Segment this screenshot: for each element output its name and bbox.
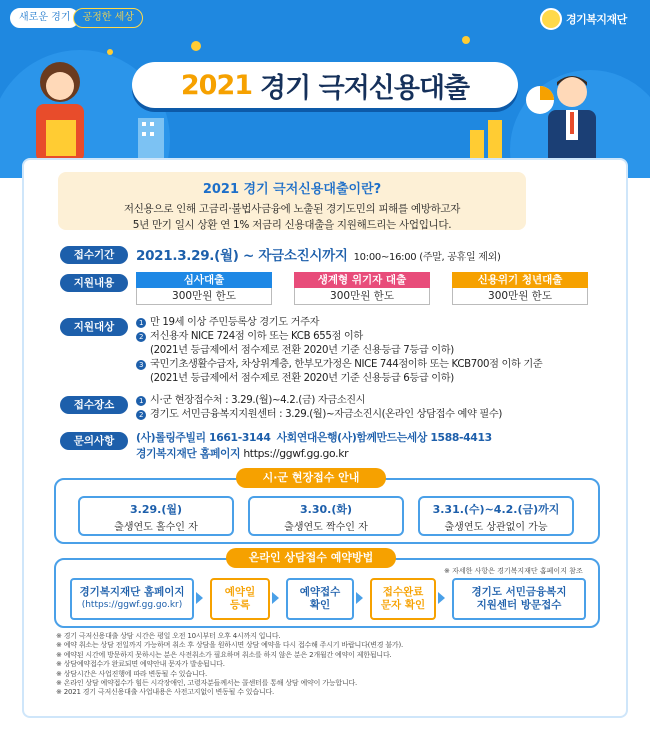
target-item-2-sub: (2021년 등급제에서 점수제로 전환 2020년 기준 신용등급 7등급 이하) (150, 345, 454, 356)
support-item-3-amount: 300만원 한도 (452, 288, 588, 305)
online-step-4: 접수완료 문자 확인 (370, 578, 436, 620)
note-item: ※ 예약된 시간에 방문하지 못하시는 분은 사전취소가 필요하며 취소를 하지 않은 분은 2개월간 예약이 제한됩니다. (56, 650, 392, 659)
page-title: 경기 극저신용대출 (260, 72, 470, 104)
org-logo (540, 8, 627, 30)
support-item-2 (294, 272, 430, 306)
note-item: ※ 경기 극저신용대출 상담 시간은 평일 오전 10시부터 오후 4시까지 입니다. (56, 632, 281, 640)
slogan-left: 새로운 경기 (10, 8, 79, 28)
contact-1: (사)롤링주빌리 1661-3144 (136, 431, 271, 444)
online-step-1: 경기복지재단 홈페이지 (https://ggwf.gg.go.kr) (70, 578, 194, 620)
contact-2: 사회연대은행(사)함께만드는세상 1588-4413 (276, 431, 492, 444)
target-item-2: 2 저신용자 NICE 724점 이하 또는 KCB 655점 이하 (136, 330, 542, 344)
target-list (136, 316, 542, 386)
notes-list (56, 632, 616, 698)
intro-line-1: 저신용으로 인해 고금리·불법사금융에 노출된 경기도민의 피해를 예방하고자 (123, 203, 461, 215)
support-item-2-title: 생계형 위기자 대출 (294, 272, 430, 288)
slogan-right: 공정한 세상 (73, 8, 142, 28)
support-item-1-amount: 300만원 한도 (136, 288, 272, 305)
support-item-1 (136, 272, 272, 306)
arrow-icon (438, 592, 445, 604)
period-hours: 10:00~16:00 (주말, 공휴일 제외) (353, 252, 501, 263)
org-logo-icon (540, 8, 562, 30)
arrow-icon (356, 592, 363, 604)
homepage-url-link[interactable]: https://ggwf.gg.go.kr (243, 447, 349, 460)
note-item: ※ 2021 경기 극저신용대출 사업내용은 사전고지없이 변동될 수 있습니다. (56, 688, 275, 697)
period-label: 접수기간 (60, 246, 128, 264)
contact-info (136, 430, 492, 462)
support-item-3 (452, 272, 588, 306)
online-step-5: 경기도 서민금융복지 지원센터 방문접수 (452, 578, 586, 620)
org-logo-text: 경기복지재단 (566, 13, 627, 26)
online-step-2: 예약일 등록 (210, 578, 270, 620)
note-item: ※ 예약 취소는 상담 전일까지 가능하며 취소 후 상담을 원하시면 상담 예약을 다시 접수해 주시기 바랍니다(변경 불가). (56, 641, 404, 650)
arrow-icon (196, 592, 203, 604)
title-year: 2021 (180, 69, 253, 101)
online-header: 온라인 상담접수 예약방법 (226, 548, 396, 568)
note-item: ※ 온라인 상담 예약접수가 힘든 시각장애인, 고령자분들께서는 콜센터를 통해 상담 예약이 가능합니다. (56, 679, 358, 688)
contact-label: 문의사항 (60, 432, 128, 450)
onsite-header: 시·군 현장접수 안내 (236, 468, 386, 488)
period-row (136, 244, 501, 264)
target-item-1: 1 만 19세 이상 주민등록상 경기도 거주자 (136, 316, 542, 330)
arrow-icon (272, 592, 279, 604)
place-item-1: 1 시·군 현장접수처 : 3.29.(월)~4.2.(금) 자금소진시 (136, 394, 502, 408)
onsite-day-1: 3.29.(월) 출생연도 홀수인 자 (78, 496, 234, 536)
onsite-day-2: 3.30.(화) 출생연도 짝수인 자 (248, 496, 404, 536)
homepage-label: 경기복지재단 홈페이지 (136, 447, 241, 460)
support-label: 지원내용 (60, 274, 128, 292)
target-item-3-sub: (2021년 등급제에서 점수제로 전환 2020년 기준 신용등급 6등급 이하) (150, 373, 454, 384)
intro-box (58, 172, 526, 230)
hero-banner (0, 0, 650, 178)
online-side-note: ※ 자세한 사항은 경기복지재단 홈페이지 참조 (444, 567, 583, 575)
place-label: 접수장소 (60, 396, 128, 414)
target-item-3: 3 국민기초생활수급자, 차상위계층, 한부모가정은 NICE 744점이하 또는 KCB700점 이하 기준 (136, 358, 542, 372)
intro-line-2: 5년 만기 일시 상환 연 1% 저금리 신용대출을 지원해드리는 사업입니다. (132, 219, 452, 231)
support-item-1-title: 심사대출 (136, 272, 272, 288)
title-banner (132, 62, 518, 108)
slogan (10, 8, 143, 28)
target-label: 지원대상 (60, 318, 128, 336)
online-step-3: 예약접수 확인 (286, 578, 354, 620)
place-list (136, 394, 502, 422)
note-item: ※ 상담시간은 사업진행에 따라 변동될 수 있습니다. (56, 669, 208, 678)
intro-question: 2021 경기 극저신용대출이란? (202, 182, 382, 197)
onsite-day-3: 3.31.(수)~4.2.(금)까지 출생연도 상관없이 가능 (418, 496, 574, 536)
support-item-3-title: 신용위기 청년대출 (452, 272, 588, 288)
note-item: ※ 상담예약접수가 완료되면 예약안내 문자가 발송됩니다. (56, 660, 225, 669)
place-item-2: 2 경기도 서민금융복지지원센터 : 3.29.(월)~자금소진시(온라인 상담접수 예약 필수) (136, 408, 502, 422)
period-main: 2021.3.29.(월) ~ 자금소진시까지 (136, 248, 348, 264)
support-item-2-amount: 300만원 한도 (294, 288, 430, 305)
